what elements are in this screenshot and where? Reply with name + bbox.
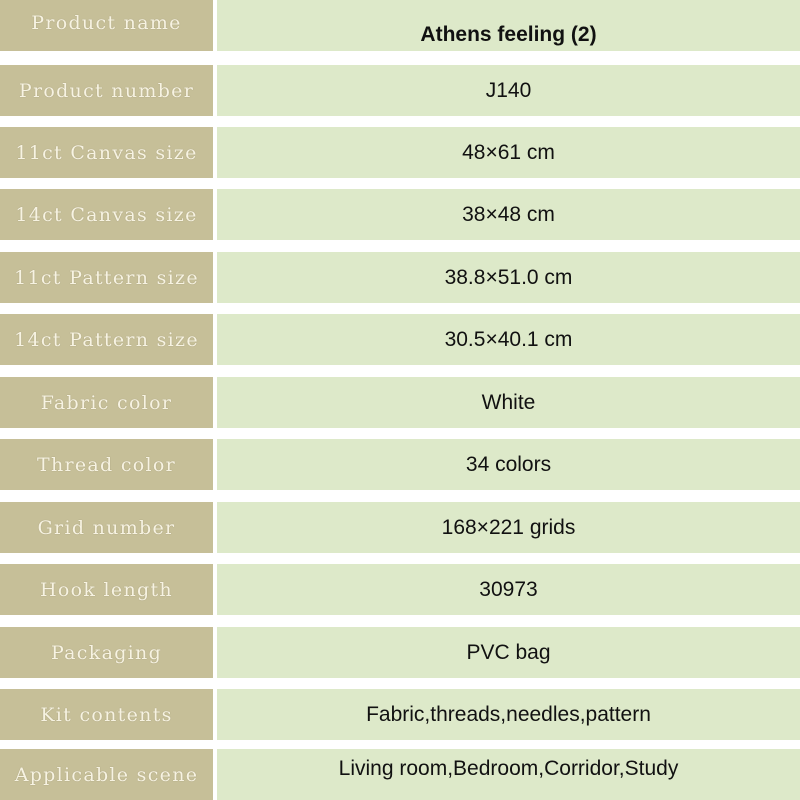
value-cell [217,65,800,116]
label-cell [0,314,213,365]
row-value: J140 [485,78,532,102]
row-value: 30973 [479,577,538,601]
value-cell [217,189,800,240]
row-label: 11ct Canvas size [15,141,198,164]
spec-row-fabric-color [0,377,800,428]
value-cell [217,749,800,800]
row-value: 168×221 grids [441,515,576,539]
row-label: Grid number [37,516,176,539]
label-cell [0,439,213,490]
value-cell [217,0,800,51]
spec-row-applicable-scene [0,749,800,800]
spec-row-product-number [0,65,800,116]
label-cell [0,749,213,800]
spec-row-grid-number [0,502,800,553]
row-label: Packaging [50,641,163,664]
value-cell [217,502,800,553]
row-label: Fabric color [40,391,173,414]
row-label: Hook length [40,578,173,601]
row-label: 14ct Pattern size [14,328,199,351]
spec-row-14ct-canvas-size [0,189,800,240]
row-label: Kit contents [40,703,173,726]
row-label: Applicable scene [14,763,199,786]
spec-row-product-name [0,0,800,51]
spec-row-kit-contents [0,689,800,740]
label-cell [0,502,213,553]
value-cell [217,252,800,303]
spec-row-packaging [0,627,800,678]
value-cell [217,127,800,178]
row-value: 38.8×51.0 cm [444,265,573,289]
value-cell [217,377,800,428]
row-label: Thread color [36,453,177,476]
label-cell [0,0,213,51]
row-value: 48×61 cm [462,140,555,164]
spec-row-thread-color [0,439,800,490]
label-cell [0,127,213,178]
label-cell [0,377,213,428]
row-value: Living room,Bedroom,Corridor,Study [338,757,679,780]
row-value: Fabric,threads,needles,pattern [366,702,651,726]
value-cell [217,627,800,678]
label-cell [0,189,213,240]
row-value: White [481,390,536,414]
row-value: 30.5×40.1 cm [444,327,573,351]
label-cell [0,564,213,615]
spec-row-hook-length [0,564,800,615]
label-cell [0,65,213,116]
value-cell [217,314,800,365]
row-value: Athens feeling (2) [420,23,597,46]
spec-row-11ct-pattern-size [0,252,800,303]
spec-row-11ct-canvas-size [0,127,800,178]
label-cell [0,627,213,678]
row-value: PVC bag [466,640,551,664]
spec-row-14ct-pattern-size [0,314,800,365]
row-label: Product name [31,12,182,34]
value-cell [217,564,800,615]
value-cell [217,689,800,740]
value-cell [217,439,800,490]
label-cell [0,252,213,303]
row-label: 14ct Canvas size [15,203,198,226]
row-value: 34 colors [465,452,552,476]
label-cell [0,689,213,740]
row-label: 11ct Pattern size [14,266,199,289]
row-label: Product number [18,79,195,102]
row-value: 38×48 cm [462,202,555,226]
